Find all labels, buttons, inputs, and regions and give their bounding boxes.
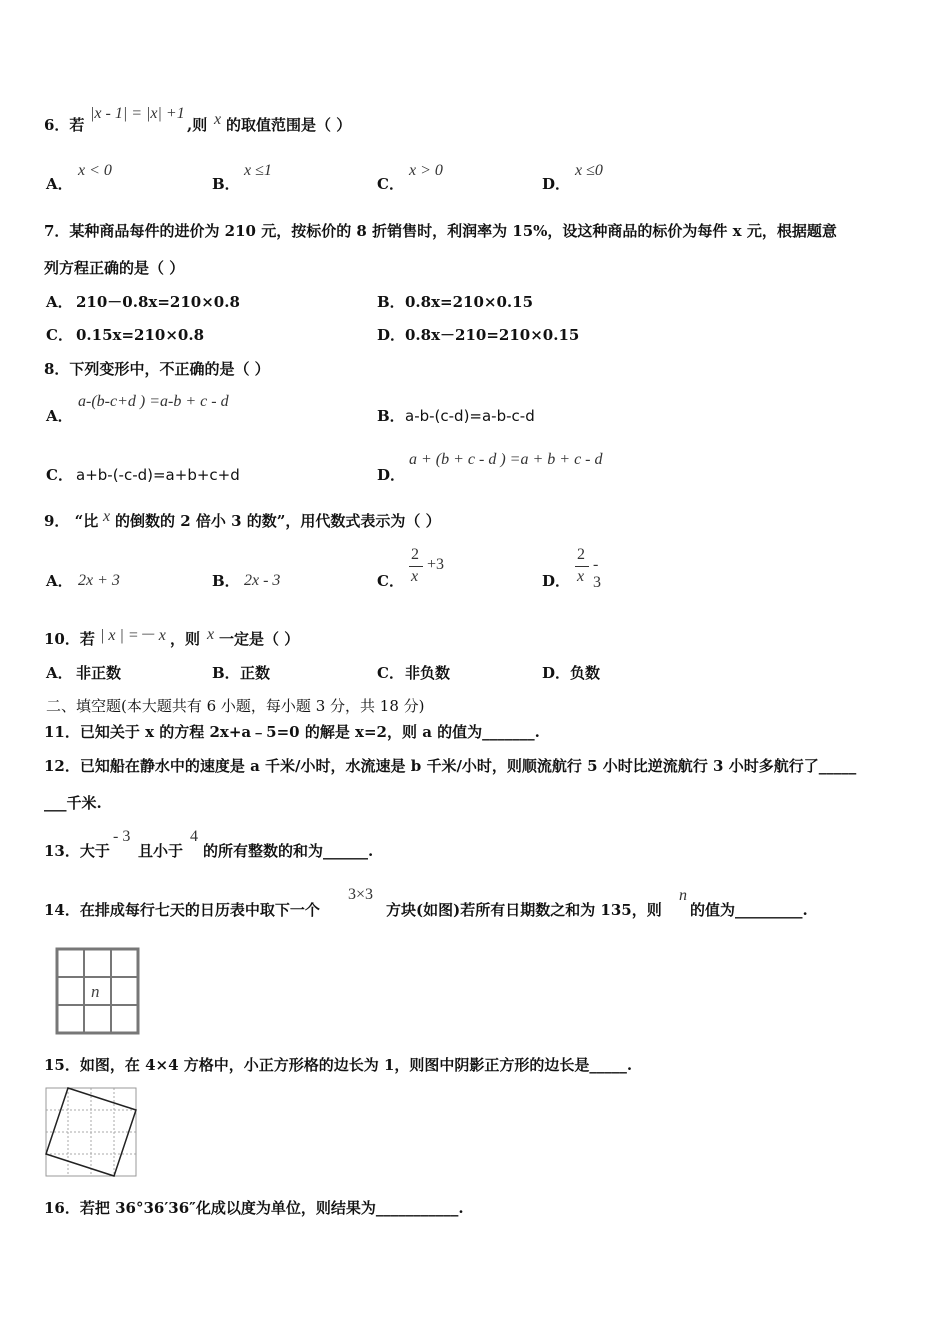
q10-option-a-letter: A． <box>46 664 73 682</box>
q9-suffix: 的倒数的 2 倍小 3 的数”，用代数式表示为（ ） <box>115 512 441 530</box>
q6-option-a: x < 0 <box>78 162 112 179</box>
q6-var: x <box>214 111 222 128</box>
q14-prefix: 14．在排成每行七天的日历表中取下一个 <box>44 901 320 919</box>
q8-option-c: a+b-(-c-d)=a+b+c+d <box>76 466 240 484</box>
q7-line1: 7．某种商品每件的进价为 210 元，按标价的 8 折销售时，利润率为 15%，设这种商品的标价为每件 x 元，根据题意 <box>44 222 837 240</box>
q6-option-b: x ≤1 <box>244 162 272 179</box>
q13-prefix: 13．大于 <box>44 842 110 860</box>
q7-option-b-letter: B． <box>377 293 405 311</box>
q15-stem: 15．如图，在 4×4 方格中，小正方形格的边长为 1，则图中阴影正方形的边长是_____. <box>44 1056 633 1074</box>
q10-option-c: 非负数 <box>405 664 451 682</box>
dashed-grid <box>46 1088 136 1176</box>
q12-line2: ___千米. <box>44 794 102 812</box>
q10-option-b-letter: B． <box>212 664 240 682</box>
q14-var: n <box>679 887 687 904</box>
q8-option-b: a-b-(c-d)=a-b-c-d <box>405 407 535 425</box>
q9-option-b: 2x - 3 <box>244 572 281 589</box>
q9-option-b-letter: B． <box>212 572 240 590</box>
q10-suffix: 一定是（ ） <box>219 630 300 648</box>
q8-option-d: a + (b + c - d ) =a + b + c - d <box>409 451 603 468</box>
q7-option-a: 210－0.8x=210×0.8 <box>76 293 240 311</box>
q6-prefix: 6．若 <box>44 116 85 134</box>
q6-option-a-letter: A． <box>46 175 73 193</box>
q8-option-a-letter: A． <box>46 407 73 425</box>
section-heading: 二、填空题(本大题共有 6 小题，每小题 3 分，共 18 分) <box>46 697 425 715</box>
q9-option-c-rest: +3 <box>427 556 445 573</box>
q14-mid: 方块(如图)若所有日期数之和为 135，则 <box>386 901 662 919</box>
q10-mid: ，则 <box>170 630 201 648</box>
q8-option-c-letter: C． <box>46 466 73 484</box>
q8-option-d-letter: D． <box>377 466 406 484</box>
q10-option-d-letter: D． <box>542 664 571 682</box>
q11: 11．已知关于 x 的方程 2x+a﹣5=0 的解是 x=2，则 a 的值为_______. <box>44 723 540 741</box>
q9-option-c-denominator: x <box>411 568 419 585</box>
q9-var: x <box>103 508 111 525</box>
q6-option-d: x ≤0 <box>575 162 603 179</box>
q7-option-d: 0.8x－210=210×0.15 <box>405 326 580 344</box>
q10-var: x <box>207 626 215 643</box>
q6-suffix: ,则 <box>187 116 208 134</box>
q6-expr: |x - 1| = |x| +1 <box>90 105 185 122</box>
q14-expr: 3×3 <box>348 886 374 903</box>
q9-option-d-denominator: x <box>577 568 585 585</box>
q12-line1: 12．已知船在静水中的速度是 a 千米/小时，水流速是 b 千米/小时，则顺流航行 5 小时比逆流航行 3 小时多航行了_____ <box>44 757 857 775</box>
q10-expr: | x | =－ x <box>100 627 166 644</box>
q9-option-c-letter: C． <box>377 572 404 590</box>
q7-option-c-letter: C． <box>46 326 73 344</box>
q16: 16．若把 36°36′36″化成以度为单位，则结果为___________. <box>44 1199 464 1217</box>
q9-option-a-letter: A． <box>46 572 73 590</box>
q8-stem: 8．下列变形中，不正确的是（ ） <box>44 360 270 378</box>
q8-option-a: a-(b-c+d ) =a-b + c - d <box>78 393 229 410</box>
grid-center-label: n <box>91 982 100 1001</box>
q9-option-d-letter: D． <box>542 572 571 590</box>
q6-option-d-letter: D． <box>542 175 571 193</box>
q9-option-a: 2x + 3 <box>78 572 120 589</box>
fraction-bar <box>575 566 589 567</box>
q9-option-d-rest: - 3 <box>593 556 601 591</box>
calendar-grid-figure <box>54 946 142 1036</box>
q10-option-b: 正数 <box>240 664 271 682</box>
q10-option-d: 负数 <box>570 664 601 682</box>
q6-suffix2: 的取值范围是（ ） <box>226 116 352 134</box>
square-grid-figure <box>44 1086 138 1178</box>
q6-option-c-letter: C． <box>377 175 404 193</box>
q7-option-d-letter: D． <box>377 326 406 344</box>
q8-option-b-letter: B． <box>377 407 405 425</box>
q13-suffix: 的所有整数的和为______. <box>203 842 374 860</box>
q6-option-c: x > 0 <box>409 162 443 179</box>
q7-option-a-letter: A． <box>46 293 73 311</box>
q7-option-c: 0.15x=210×0.8 <box>76 326 205 344</box>
q7-line2: 列方程正确的是（ ） <box>44 259 185 277</box>
q7-option-b: 0.8x=210×0.15 <box>405 293 534 311</box>
q13-upper: 4 <box>190 828 198 845</box>
fraction-bar <box>409 566 423 567</box>
q10-prefix: 10．若 <box>44 630 95 648</box>
q10-option-a: 非正数 <box>76 664 122 682</box>
q9-option-d-numerator: 2 <box>577 546 585 563</box>
q9-prefix: 9． “比 <box>44 512 99 530</box>
q6-option-b-letter: B． <box>212 175 240 193</box>
q13-mid: 且小于 <box>138 842 184 860</box>
q10-option-c-letter: C． <box>377 664 404 682</box>
q9-option-c-numerator: 2 <box>411 546 419 563</box>
q14-suffix: 的值为_________. <box>690 901 808 919</box>
q13-lower: - 3 <box>113 828 131 845</box>
